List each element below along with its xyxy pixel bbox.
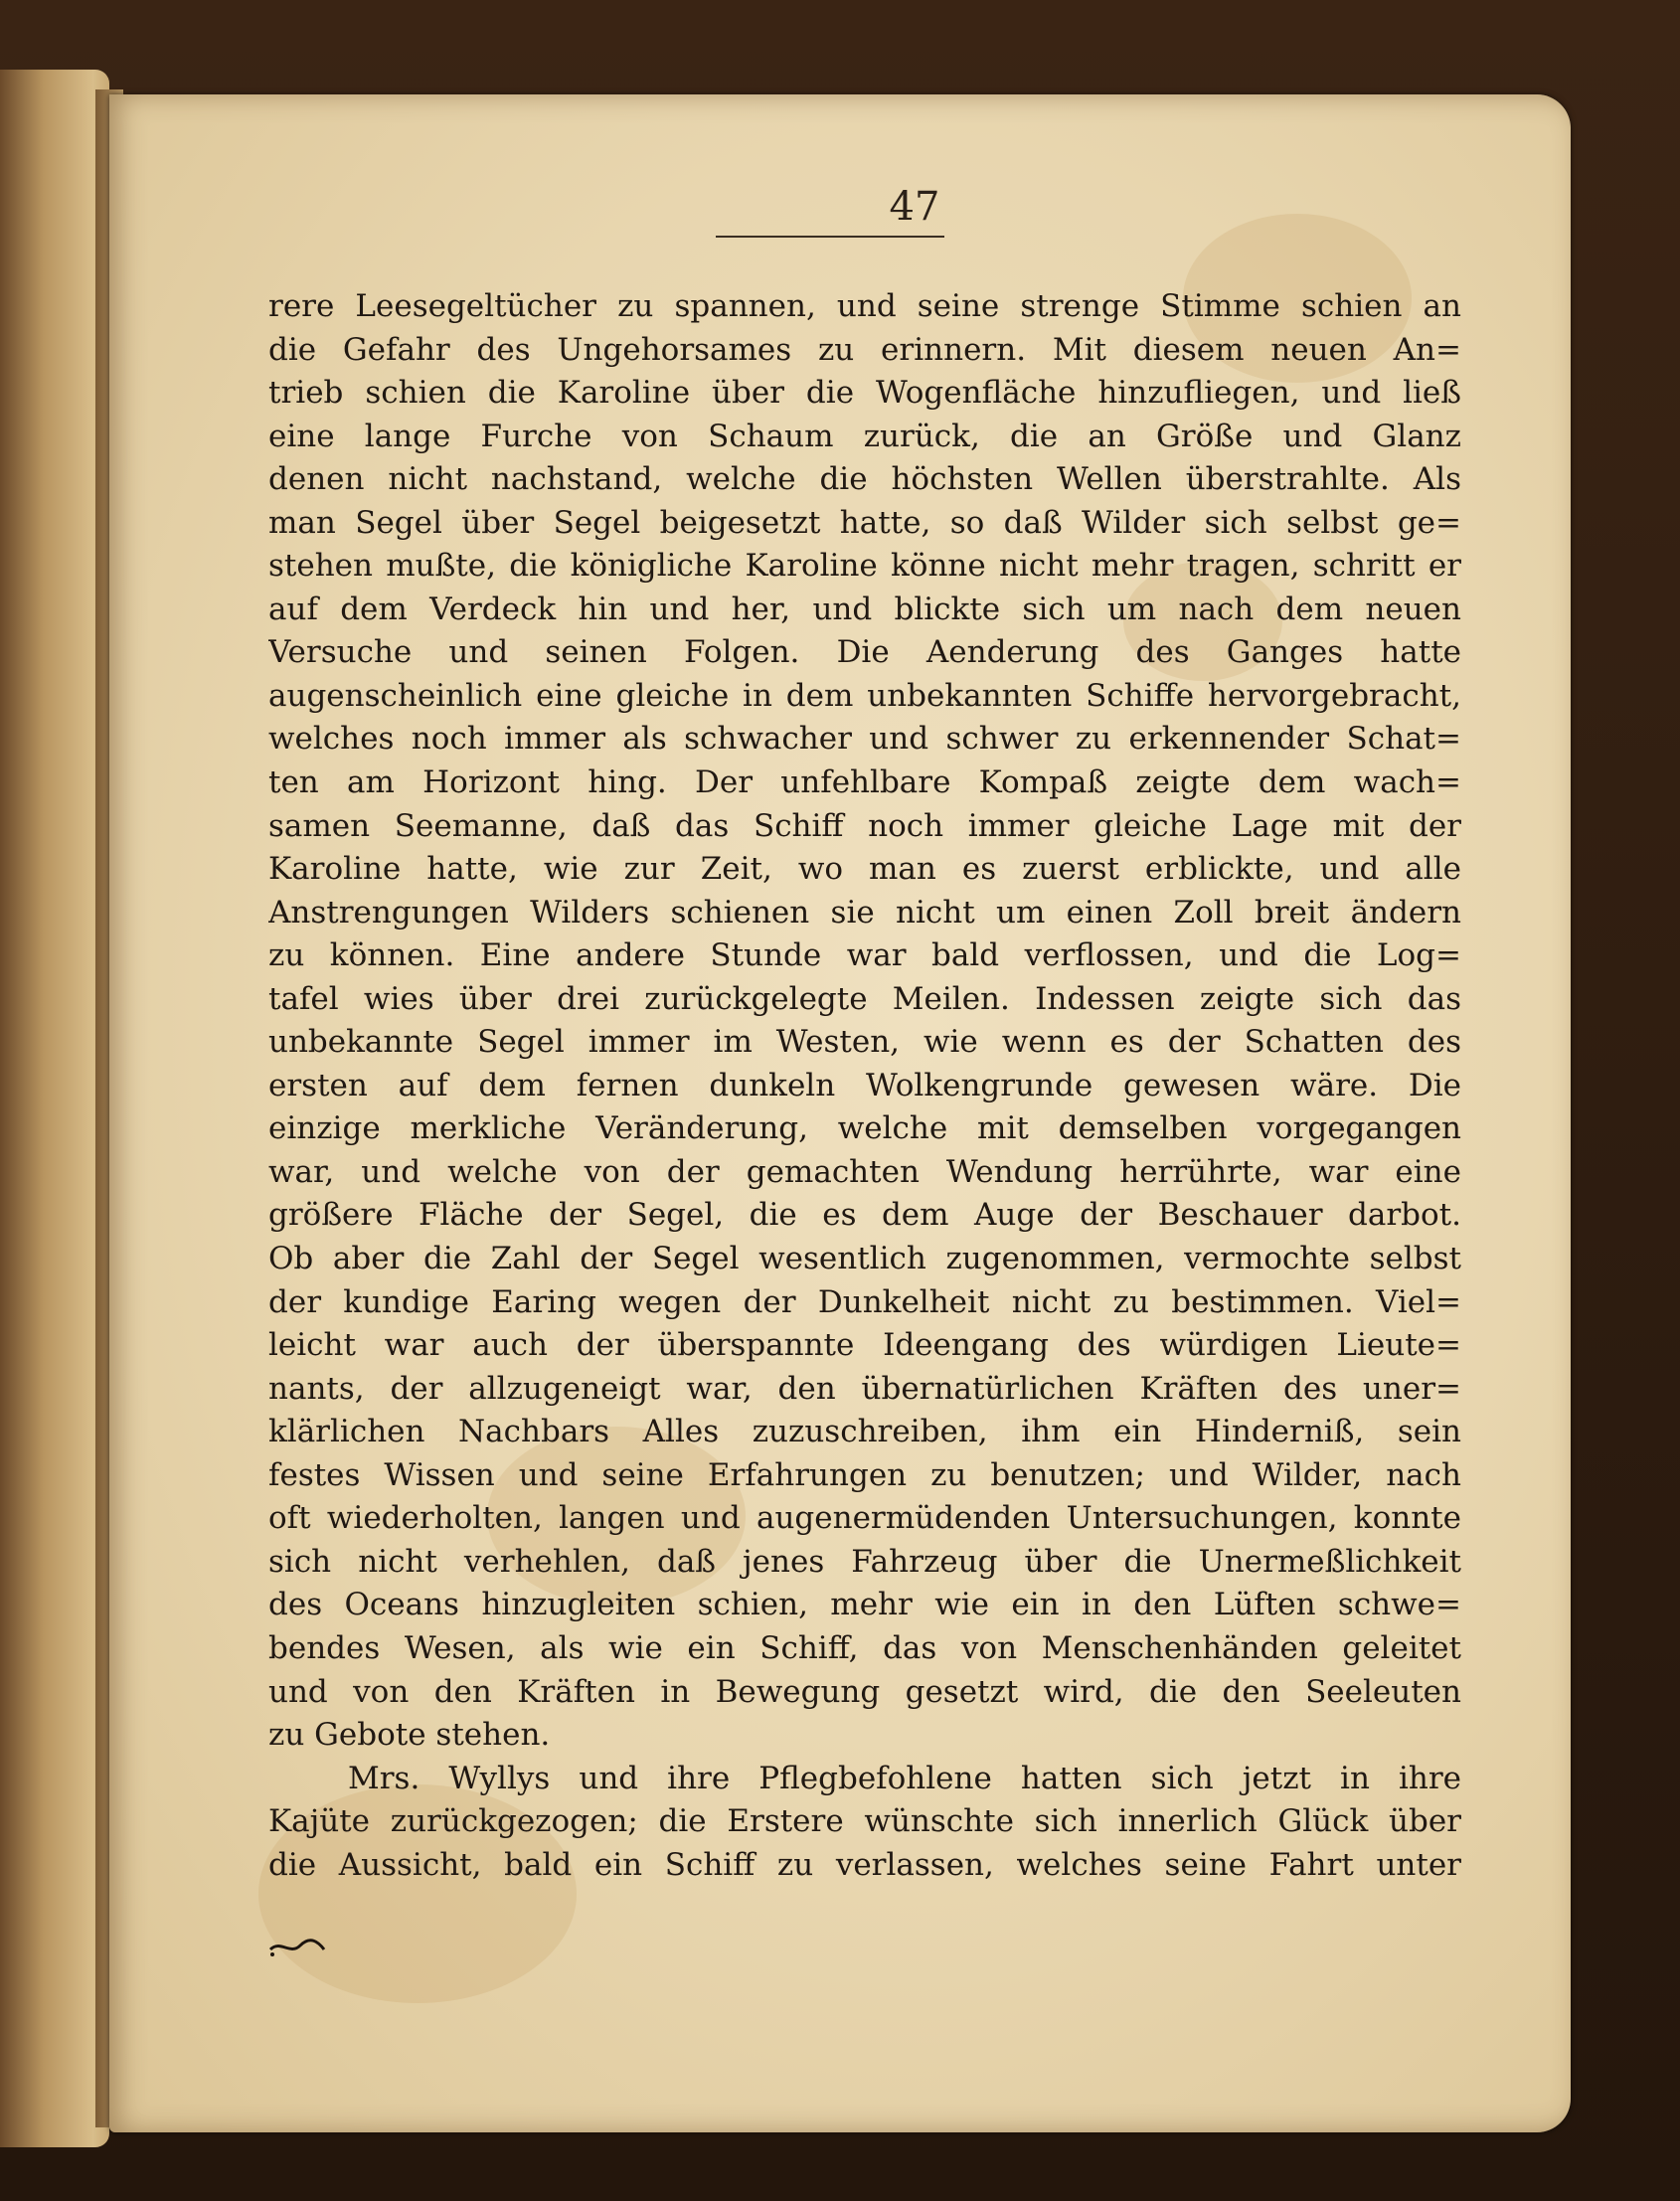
text-line: die Gefahr des Ungehorsames zu erinnern. Mit diesem neuen An= (268, 331, 1461, 368)
text-line: und von den Kräften in Bewegung gesetzt wird, die den Seeleuten (268, 1673, 1461, 1710)
body-text (268, 285, 1461, 1887)
text-line: trieb schien die Karoline über die Wogenfläche hinzufliegen, und ließ (268, 375, 1461, 412)
page-number-rule (716, 236, 944, 238)
page-number: 47 (889, 184, 940, 230)
text-line: war, und welche von der gemachten Wendung herrührte, war eine (268, 1153, 1461, 1190)
text-line: der kundige Earing wegen der Dunkelheit nicht zu bestimmen. Viel= (268, 1283, 1461, 1320)
text-line: augenscheinlich eine gleiche in dem unbekannten Schiffe hervorgebracht, (268, 677, 1461, 714)
text-line: einzige merkliche Veränderung, welche mit demselben vorgegangen (268, 1110, 1461, 1147)
text-line: unbekannte Segel immer im Westen, wie wenn es der Schatten des (268, 1024, 1461, 1061)
text-line: samen Seemanne, daß das Schiff noch immer gleiche Lage mit der (268, 807, 1461, 844)
text-line: ten am Horizont hing. Der unfehlbare Kompaß zeigte dem wach= (268, 764, 1461, 801)
ink-strikeout-mark (268, 1936, 326, 1957)
paragraph-start-line: Mrs. Wyllys und ihre Pflegbefohlene hatten sich jetzt in ihre (348, 1760, 1461, 1796)
text-line: bendes Wesen, als wie ein Schiff, das von Menschenhänden geleitet (268, 1629, 1461, 1666)
text-line: sich nicht verhehlen, daß jenes Fahrzeug über die Unermeßlichkeit (268, 1543, 1461, 1580)
text-line: Versuche und seinen Folgen. Die Aenderung des Ganges hatte (268, 634, 1461, 671)
text-line: oft wiederholten, langen und augenermüdenden Untersuchungen, konnte (268, 1500, 1461, 1537)
text-line: leicht war auch der überspannte Ideengang des würdigen Lieute= (268, 1327, 1461, 1364)
text-line: auf dem Verdeck hin und her, und blickte sich um nach dem neuen (268, 591, 1461, 627)
text-line: Kajüte zurückgezogen; die Erstere wünschte sich innerlich Glück über (268, 1803, 1461, 1840)
book-page (109, 94, 1571, 2132)
text-line: größere Fläche der Segel, die es dem Auge der Beschauer darbot. (268, 1197, 1461, 1234)
text-line: zu können. Eine andere Stunde war bald verflossen, und die Log= (268, 937, 1461, 974)
text-line: man Segel über Segel beigesetzt hatte, so daß Wilder sich selbst ge= (268, 504, 1461, 541)
text-line: rere Leesegeltücher zu spannen, und seine strenge Stimme schien an (268, 288, 1461, 324)
facing-page-edge (0, 70, 109, 2147)
text-line: festes Wissen und seine Erfahrungen zu benutzen; und Wilder, nach (268, 1456, 1461, 1493)
text-line: des Oceans hinzugleiten schien, mehr wie ein in den Lüften schwe= (268, 1587, 1461, 1623)
text-line: tafel wies über drei zurückgelegte Meilen. Indessen zeigte sich das (268, 980, 1461, 1017)
text-line: nants, der allzugeneigt war, den übernatürlichen Kräften des uner= (268, 1370, 1461, 1407)
text-line: Ob aber die Zahl der Segel wesentlich zugenommen, vermochte selbst (268, 1241, 1461, 1277)
text-line: ersten auf dem fernen dunkeln Wolkengrunde gewesen wäre. Die (268, 1067, 1461, 1103)
text-line: stehen mußte, die königliche Karoline könne nicht mehr tragen, schritt er (268, 548, 1461, 585)
text-line: welches noch immer als schwacher und schwer zu erkennender Schat= (268, 721, 1461, 758)
text-line: eine lange Furche von Schaum zurück, die an Größe und Glanz (268, 418, 1461, 454)
text-line: denen nicht nachstand, welche die höchsten Wellen überstrahlte. Als (268, 461, 1461, 498)
text-line: Anstrengungen Wilders schienen sie nicht um einen Zoll breit ändern (268, 894, 1461, 931)
text-line: die Aussicht, bald ein Schiff zu verlassen, welches seine Fahrt unter (268, 1846, 1461, 1883)
paragraph-end-line: zu Gebote stehen. (268, 1717, 551, 1754)
text-line: Karoline hatte, wie zur Zeit, wo man es zuerst erblickte, und alle (268, 851, 1461, 888)
text-line: klärlichen Nachbars Alles zuzuschreiben, ihm ein Hinderniß, sein (268, 1414, 1461, 1450)
